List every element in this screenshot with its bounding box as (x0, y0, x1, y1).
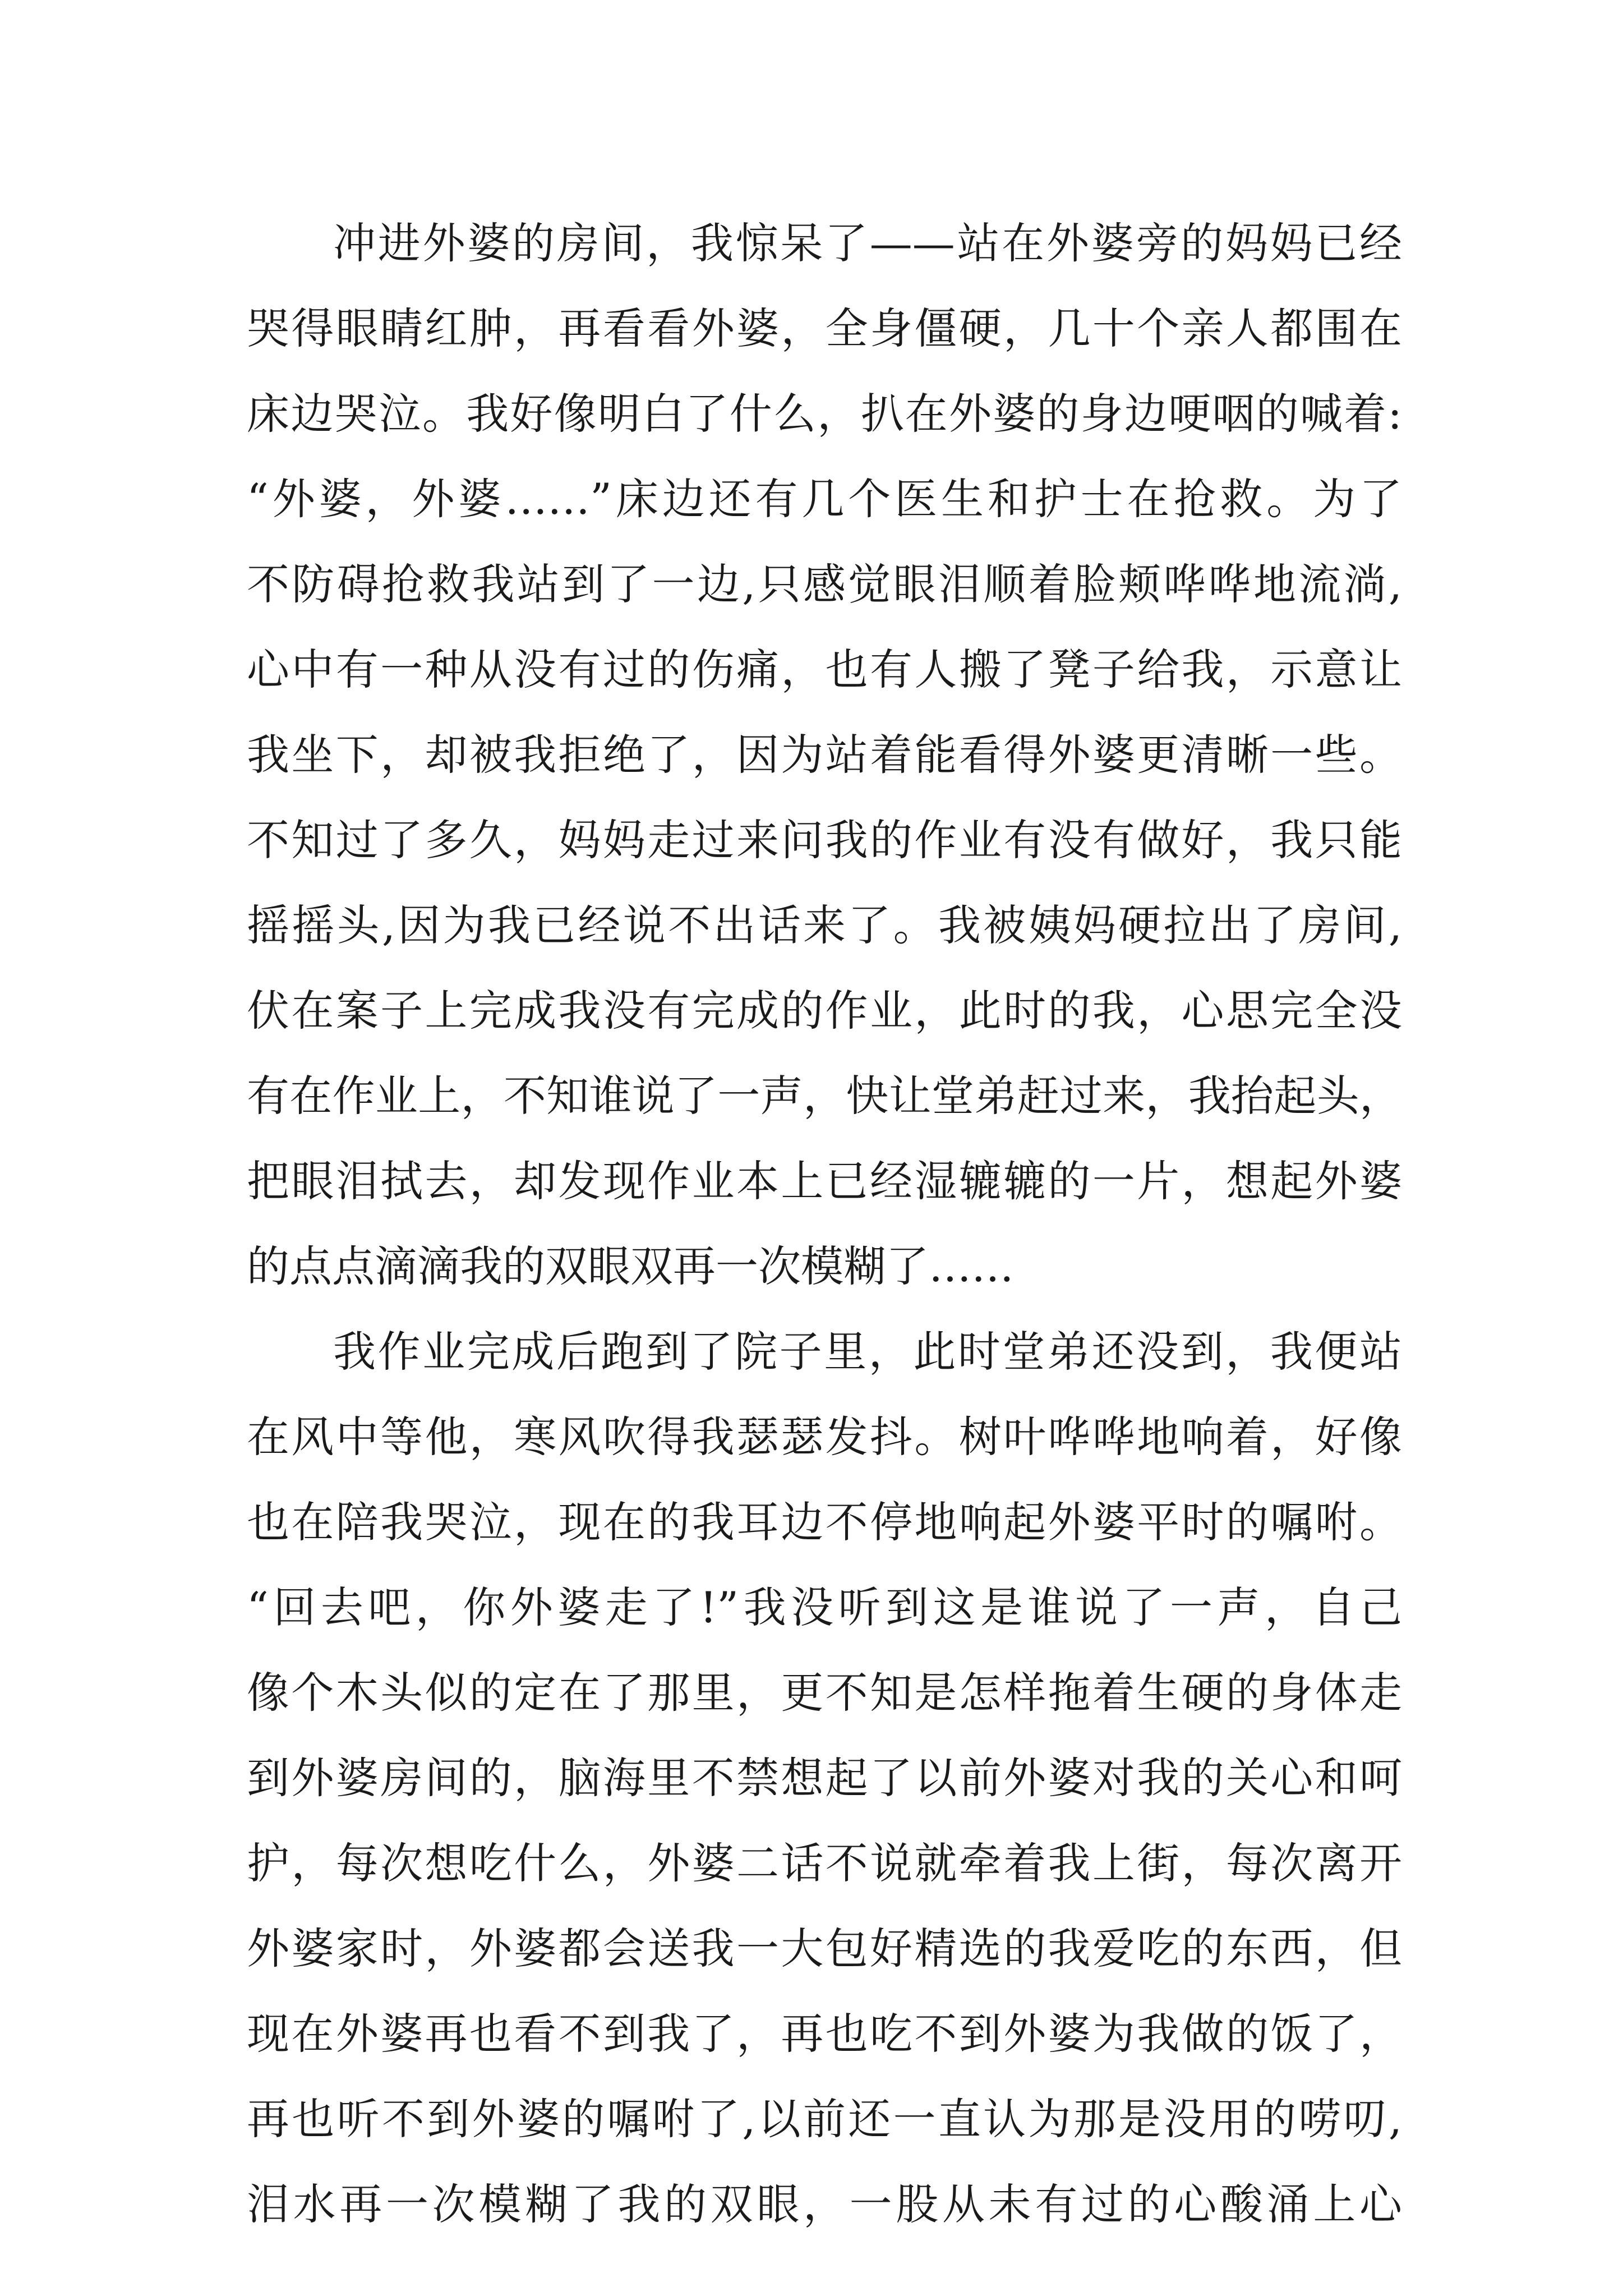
text-line: 有在作业上，不知谁说了一声，快让堂弟赶过来，我抬起头， (247, 1071, 1402, 1121)
text-line: 我坐下，却被我拒绝了，因为站着能看得外婆更清晰一些。 (247, 730, 1402, 780)
text-line: 到外婆房间的，脑海里不禁想起了以前外婆对我的关心和呵 (247, 1753, 1402, 1803)
text-line: 再也听不到外婆的嘱咐了,以前还一直认为那是没用的唠叨, (247, 2094, 1402, 2144)
text-line: 像个木头似的定在了那里，更不知是怎样拖着生硬的身体走 (247, 1668, 1402, 1718)
text-line: 冲进外婆的房间，我惊呆了——站在外婆旁的妈妈已经 (333, 218, 1402, 268)
paragraph-2 (247, 1309, 1402, 2247)
text-line: 床边哭泣。我好像明白了什么，扒在外婆的身边哽咽的喊着: (247, 389, 1402, 439)
text-line: 哭得眼睛红肿，再看看外婆，全身僵硬，几十个亲人都围在 (247, 303, 1402, 353)
text-line: 护，每次想吃什么，外婆二话不说就牵着我上街，每次离开 (247, 1838, 1402, 1888)
text-line: 伏在案子上完成我没有完成的作业，此时的我，心思完全没 (247, 986, 1402, 1036)
text-line: 不知过了多久，妈妈走过来问我的作业有没有做好，我只能 (247, 815, 1402, 865)
text-line: “回去吧，你外婆走了!”我没听到这是谁说了一声，自己 (247, 1582, 1402, 1632)
text-line: 外婆家时，外婆都会送我一大包好精选的我爱吃的东西，但 (247, 1924, 1402, 1973)
text-line: 在风中等他，寒风吹得我瑟瑟发抖。树叶哗哗地响着，好像 (247, 1412, 1402, 1462)
text-line: 泪水再一次模糊了我的双眼，一股从未有过的心酸涌上心 (247, 2179, 1402, 2229)
text-line: 摇摇头,因为我已经说不出话来了。我被姨妈硬拉出了房间, (247, 900, 1402, 950)
text-line: 不防碍抢救我站到了一边,只感觉眼泪顺着脸颊哗哗地流淌, (247, 559, 1402, 609)
text-line: 的点点滴滴我的双眼双再一次模糊了…… (247, 1241, 1014, 1291)
text-line: 我作业完成后跑到了院子里，此时堂弟还没到，我便站 (333, 1327, 1402, 1377)
text-line: 也在陪我哭泣，现在的我耳边不停地响起外婆平时的嘱咐。 (247, 1497, 1402, 1547)
text-line: 把眼泪拭去，却发现作业本上已经湿辘辘的一片，想起外婆 (247, 1156, 1402, 1206)
body-text (247, 201, 1402, 2247)
paragraph-1 (247, 201, 1402, 1309)
text-line: 心中有一种从没有过的伤痛，也有人搬了凳子给我，示意让 (247, 645, 1402, 694)
text-line: 现在外婆再也看不到我了，再也吃不到外婆为我做的饭了， (247, 2009, 1402, 2059)
text-line: “外婆，外婆……”床边还有几个医生和护士在抢救。为了 (247, 474, 1402, 524)
